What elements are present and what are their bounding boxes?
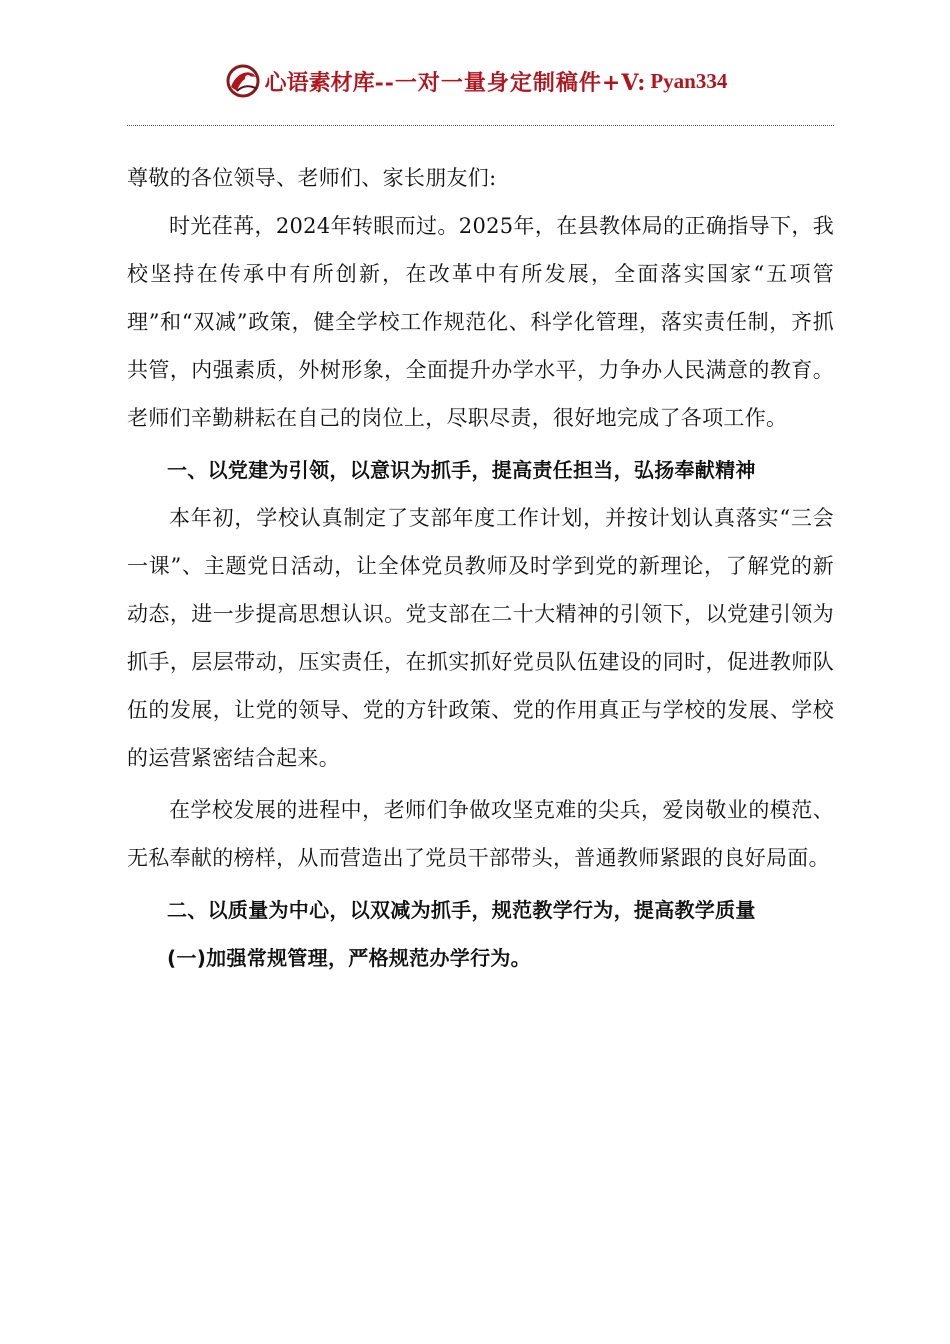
section-1-paragraph-1: 本年初，学校认真制定了支部年度工作计划，并按计划认真落实“三会一课”、主题党日活动，让全体党员教师及时学到党的新理论，了解党的新动态，进一步提高思想认识。党支部在二十大精神的引领下，以党建引领为抓手，层层带动，压实责任，在抓实抓好党员队伍建设的同时，促进教师队伍的发展，让党的领导、党的方针政策、党的作用真正与学校的发展、学校的运营紧密结合起来。 (127, 506, 834, 770)
section-1-paragraph-2: 在学校发展的进程中，老师们争做攻坚克难的尖兵，爱岗敬业的模范、无私奉献的榜样，从而营造出了党员干部带头，普通教师紧跟的良好局面。 (127, 798, 834, 870)
header-tagline: --一对一量身定制稿件+V: (374, 69, 647, 96)
document-body (127, 154, 834, 982)
header-contact: Pyan334 (650, 68, 728, 93)
section-2-heading: 二、以质量为中心，以双减为抓手，规范教学行为，提高教学质量 (167, 898, 756, 922)
salutation: 尊敬的各位领导、老师们、家长朋友们: (127, 166, 497, 190)
header-brand: 心语素材库 (264, 70, 375, 96)
section-2-subheading-1: (一)加强常规管理，严格规范办学行为。 (167, 946, 531, 970)
intro-paragraph: 时光荏苒，2024年转眼而过。2025年，在县教体局的正确指导下，我校坚持在传承中有所创新，在改革中有所发展，全面落实国家“五项管理”和“双减”政策，健全学校工作规范化、科学化管理，落实责任制，齐抓共管，内强素质，外树形象，全面提升办学水平，力争办人民满意的教育。老师们辛勤耕耘在自己的岗位上，尽职尽责，很好地完成了各项工作。 (127, 214, 834, 430)
section-1-heading: 一、以党建为引领，以意识为抓手，提高责任担当，弘扬奉献精神 (167, 458, 756, 482)
page-header (0, 58, 950, 104)
brand-swirl-logo-icon (223, 61, 263, 101)
header-divider (127, 125, 834, 126)
